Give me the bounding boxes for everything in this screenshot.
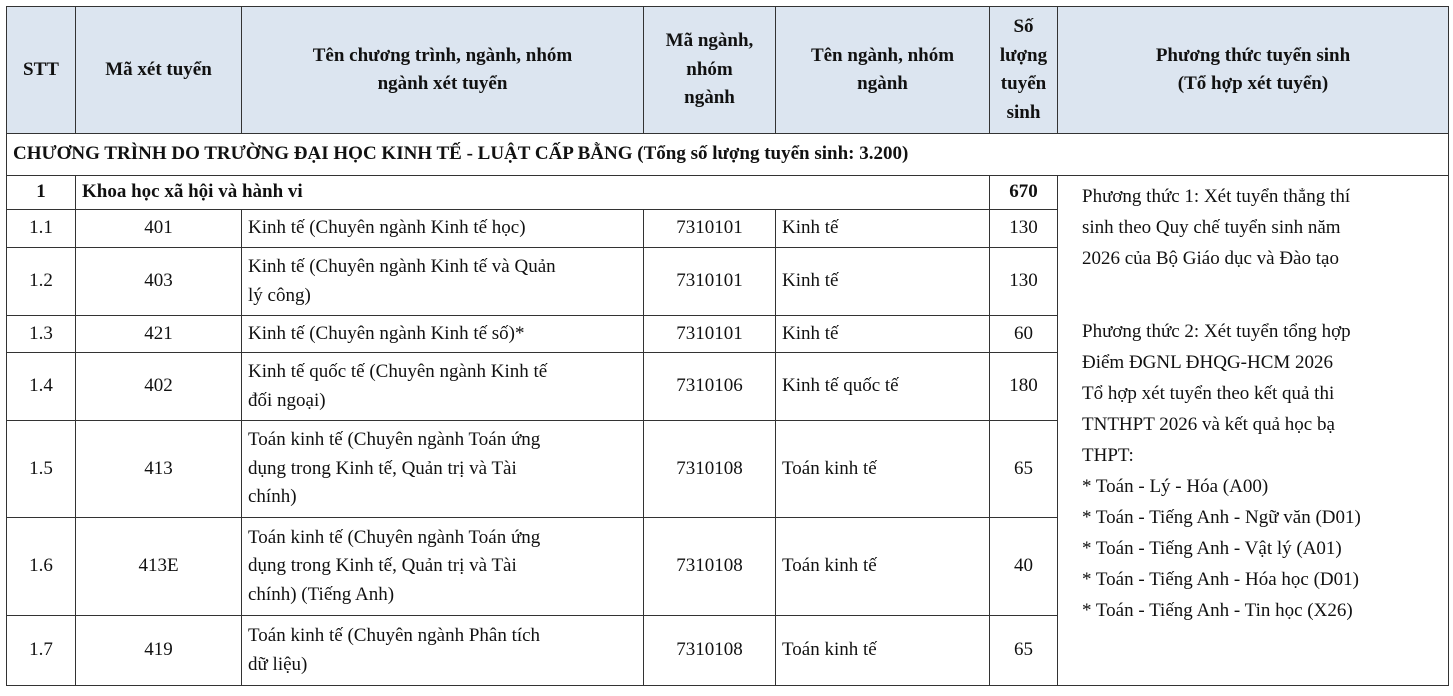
- row-ten-chuong-trinh: [242, 616, 644, 686]
- header-line: ngành: [684, 87, 735, 109]
- group-stt: 1: [7, 176, 76, 210]
- row-ten-nganh: Kinh tế quốc tế: [776, 353, 990, 421]
- row-ten-nganh: Toán kinh tế: [776, 616, 990, 686]
- row-ma-nganh: 7310108: [644, 616, 776, 686]
- program-line: Toán kinh tế (Chuyên ngành Toán ứng: [248, 526, 541, 548]
- row-so-luong: 180: [990, 353, 1058, 421]
- header-ma-nganh: [644, 7, 776, 134]
- header-line: ngành xét tuyển: [377, 73, 508, 94]
- row-ma-nganh: 7310106: [644, 353, 776, 421]
- admission-table: [6, 6, 1449, 686]
- row-stt: 1.3: [7, 316, 76, 353]
- method-2-line: TNTHPT 2026 và kết quả học bạ: [1082, 413, 1335, 435]
- admission-methods: [1058, 176, 1449, 686]
- row-ten-chuong-trinh: [242, 210, 644, 248]
- row-ten-nganh: Toán kinh tế: [776, 518, 990, 616]
- row-ten-chuong-trinh: [242, 316, 644, 353]
- row-stt: 1.2: [7, 248, 76, 316]
- section-row: [7, 134, 1449, 176]
- program-line: Toán kinh tế (Chuyên ngành Phân tích: [248, 625, 541, 646]
- row-ma-nganh: 7310101: [644, 316, 776, 353]
- row-stt: 1.4: [7, 353, 76, 421]
- combo-item: * Toán - Tiếng Anh - Tin học (X26): [1082, 599, 1353, 621]
- method-2-line: THPT:: [1082, 444, 1134, 466]
- header-line: Phương thức tuyển sinh: [1155, 44, 1351, 66]
- program-line: Kinh tế (Chuyên ngành Kinh tế số)*: [248, 322, 525, 344]
- header-line: nhóm: [686, 58, 733, 80]
- method-2-line: Tổ hợp xét tuyển theo kết quả thi: [1082, 382, 1335, 404]
- header-line: Tên ngành, nhóm: [810, 44, 955, 66]
- header-stt: STT: [7, 7, 76, 134]
- method-1-line: sinh theo Quy chế tuyển sinh năm: [1082, 216, 1341, 238]
- row-so-luong: 65: [990, 616, 1058, 686]
- header-row: [7, 7, 1449, 134]
- row-so-luong: 130: [990, 248, 1058, 316]
- row-so-luong: 40: [990, 518, 1058, 616]
- row-so-luong: 130: [990, 210, 1058, 248]
- row-ma-xet-tuyen: 421: [76, 316, 242, 353]
- program-line: chính) (Tiếng Anh): [248, 583, 395, 605]
- row-ma-nganh: 7310108: [644, 421, 776, 518]
- group-total: 670: [990, 176, 1058, 210]
- program-line: đối ngoại): [248, 389, 326, 411]
- row-ten-nganh: Toán kinh tế: [776, 421, 990, 518]
- header-line: Tên chương trình, ngành, nhóm: [312, 44, 573, 66]
- header-line: Số: [1013, 16, 1034, 37]
- program-line: dữ liệu): [248, 653, 308, 675]
- row-ma-xet-tuyen: 403: [76, 248, 242, 316]
- header-line: sinh: [1006, 101, 1041, 123]
- row-so-luong: 65: [990, 421, 1058, 518]
- section-title: CHƯƠNG TRÌNH DO TRƯỜNG ĐẠI HỌC KINH TẾ - LUẬT CẤP BẰNG (Tổng số lượng tuyển sinh: 3.200): [7, 134, 1449, 176]
- header-ma-xet-tuyen: Mã xét tuyển: [76, 7, 242, 134]
- method-1-line: 2026 của Bộ Giáo dục và Đào tạo: [1082, 247, 1339, 269]
- row-ma-nganh: 7310108: [644, 518, 776, 616]
- row-ten-chuong-trinh: [242, 518, 644, 616]
- row-stt: 1.7: [7, 616, 76, 686]
- program-line: Kinh tế (Chuyên ngành Kinh tế học): [248, 217, 526, 239]
- row-ma-xet-tuyen: 413: [76, 421, 242, 518]
- row-stt: 1.1: [7, 210, 76, 248]
- row-stt: 1.5: [7, 421, 76, 518]
- method-gap: [1082, 275, 1438, 317]
- row-ten-nganh: Kinh tế: [776, 210, 990, 248]
- row-so-luong: 60: [990, 316, 1058, 353]
- row-ma-xet-tuyen: 401: [76, 210, 242, 248]
- header-phuong-thuc: [1058, 7, 1449, 134]
- combo-item: * Toán - Tiếng Anh - Hóa học (D01): [1082, 568, 1359, 590]
- row-ten-nganh: Kinh tế: [776, 248, 990, 316]
- row-stt: 1.6: [7, 518, 76, 616]
- combo-item: * Toán - Tiếng Anh - Vật lý (A01): [1082, 537, 1342, 559]
- header-so-luong: [990, 7, 1058, 134]
- header-line: lượng: [999, 44, 1048, 66]
- header-ten-nganh: [776, 7, 990, 134]
- program-line: lý công): [248, 284, 311, 306]
- row-ma-xet-tuyen: 419: [76, 616, 242, 686]
- row-ma-nganh: 7310101: [644, 248, 776, 316]
- program-line: chính): [248, 486, 297, 508]
- row-ma-nganh: 7310101: [644, 210, 776, 248]
- header-line: (Tổ hợp xét tuyển): [1177, 73, 1329, 94]
- header-line: ngành: [857, 73, 908, 94]
- method-1-line: Phương thức 1: Xét tuyển thẳng thí: [1082, 186, 1351, 207]
- header-line: tuyển: [1000, 73, 1047, 94]
- method-2-line: Điểm ĐGNL ĐHQG-HCM 2026: [1082, 351, 1334, 373]
- row-ten-chuong-trinh: [242, 353, 644, 421]
- row-ten-chuong-trinh: [242, 248, 644, 316]
- row-ten-nganh: Kinh tế: [776, 316, 990, 353]
- program-line: Toán kinh tế (Chuyên ngành Toán ứng: [248, 429, 541, 451]
- group-name: Khoa học xã hội và hành vi: [76, 176, 990, 210]
- method-2-line: Phương thức 2: Xét tuyển tổng hợp: [1082, 320, 1351, 342]
- combo-item: * Toán - Lý - Hóa (A00): [1082, 475, 1269, 497]
- row-ma-xet-tuyen: 402: [76, 353, 242, 421]
- row-ma-xet-tuyen: 413E: [76, 518, 242, 616]
- header-line: Mã ngành,: [665, 30, 754, 52]
- header-ten-chuong-trinh: [242, 7, 644, 134]
- program-line: dụng trong Kinh tế, Quản trị và Tài: [248, 555, 517, 577]
- program-line: Kinh tế quốc tế (Chuyên ngành Kinh tế: [248, 361, 548, 382]
- program-line: Kinh tế (Chuyên ngành Kinh tế và Quản: [248, 256, 556, 277]
- combo-item: * Toán - Tiếng Anh - Ngữ văn (D01): [1082, 506, 1361, 528]
- program-line: dụng trong Kinh tế, Quản trị và Tài: [248, 457, 517, 479]
- group-row: [7, 176, 1449, 210]
- row-ten-chuong-trinh: [242, 421, 644, 518]
